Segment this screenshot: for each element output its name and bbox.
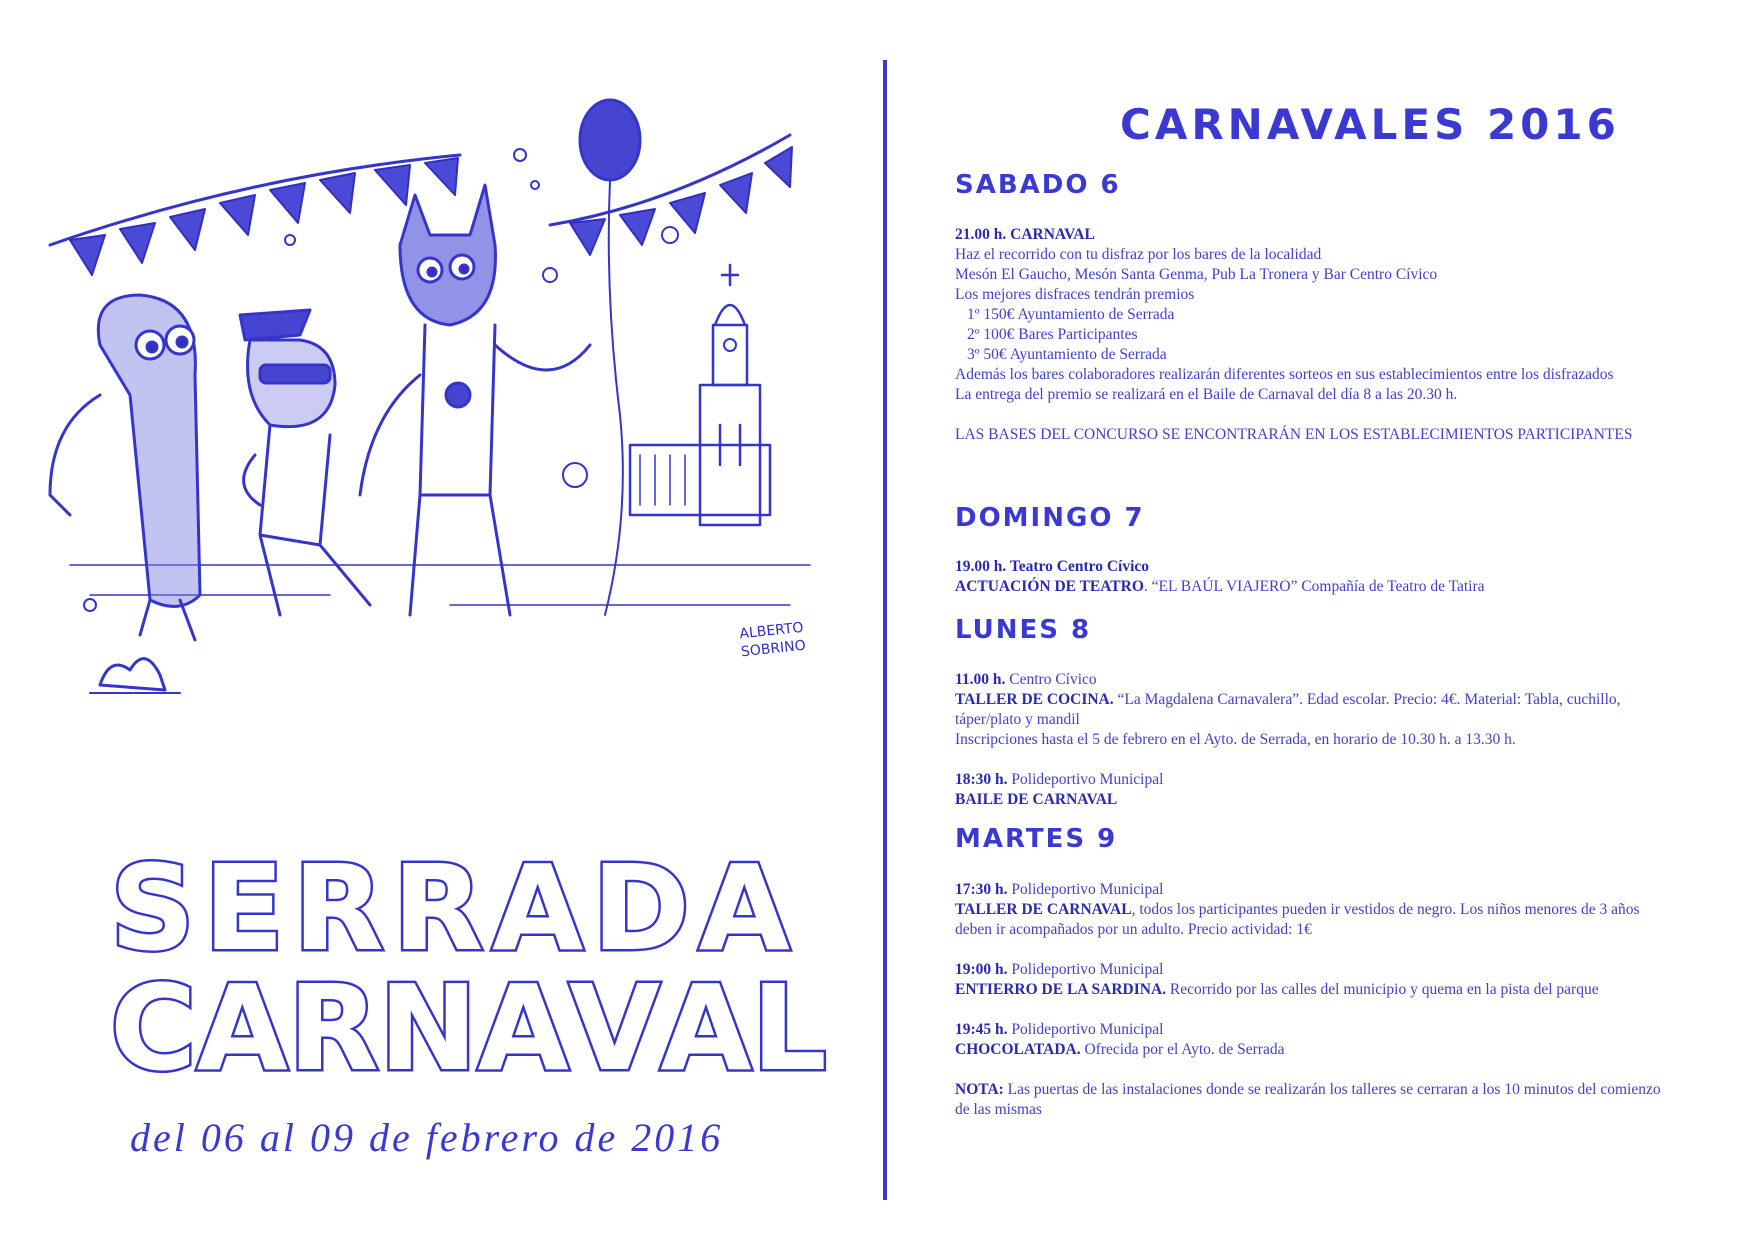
- martes-nota-label: NOTA:: [955, 1081, 1004, 1098]
- sabado-line3: Los mejores disfraces tendrán premios: [955, 286, 1195, 303]
- martes-nota: Las puertas de las instalaciones donde se realizarán los talleres se cerraran a los 10 minutos del comienzo de las mismas: [955, 1081, 1661, 1118]
- sabado-line2: Mesón El Gaucho, Mesón Santa Genma, Pub La Tronera y Bar Centro Cívico: [955, 266, 1438, 283]
- bubble-letter: A: [477, 959, 569, 1097]
- lunes-block: [955, 670, 1675, 810]
- martes-event1: TALLER DE CARNAVAL: [955, 901, 1132, 918]
- sabado-bases: LAS BASES DEL CONCURSO SE ENCONTRARÁN EN LOS ESTABLECIMIENTOS PARTICIPANTES: [955, 426, 1633, 443]
- sabado-line1: Haz el recorrido con tu disfraz por los bares de la localidad: [955, 246, 1322, 263]
- day-heading-sabado: SABADO 6: [955, 170, 1121, 200]
- martes-desc2: Recorrido por las calles del municipio y quema en la pista del parque: [1166, 981, 1599, 998]
- column-divider: [883, 60, 887, 1200]
- artist-signature: ALBERTO SOBRINO: [738, 619, 807, 661]
- poster-dates: del 06 al 09 de febrero de 2016: [130, 1115, 724, 1160]
- domingo-time: 19.00 h. Teatro Centro Cívico: [955, 558, 1150, 575]
- martes-time1: 17:30 h.: [955, 881, 1008, 898]
- domingo-block: [955, 557, 1675, 597]
- martes-block: [955, 880, 1675, 1120]
- bubble-letter: A: [196, 959, 288, 1097]
- bubble-letter: E: [203, 839, 285, 977]
- day-heading-martes: MARTES 9: [955, 824, 1118, 854]
- sabado-prize3: 3º 50€ Ayuntamiento de Serrada: [967, 346, 1167, 363]
- poster-title-line2: [110, 959, 827, 1097]
- sabado-block: [955, 225, 1675, 445]
- bubble-letter: R: [292, 839, 384, 977]
- martes-place3: Polideportivo Municipal: [1007, 1021, 1164, 1038]
- domingo-event: ACTUACIÓN DE TEATRO: [955, 578, 1144, 595]
- lunes-desc1: “La Magdalena Carnavalera”. Edad escolar. Precio: 4€. Material: Tabla, cuchillo, táper/plato y mandil: [955, 691, 1621, 728]
- carnival-illustration: [30, 95, 830, 795]
- bubble-letter: C: [110, 959, 197, 1097]
- martes-event2: ENTIERRO DE LA SARDINA.: [955, 981, 1167, 998]
- martes-desc3: Ofrecida por el Ayto. de Serrada: [1080, 1041, 1285, 1058]
- sabado-line4: Además los bares colaboradores realizarán diferentes sorteos en sus establecimientos entre los disfrazados: [955, 366, 1614, 383]
- bubble-letter: A: [492, 839, 584, 977]
- martes-time3: 19:45 h.: [955, 1021, 1008, 1038]
- program-title: CARNAVALES 2016: [1120, 100, 1620, 149]
- lunes-event1: TALLER DE COCINA.: [955, 691, 1114, 708]
- poster-title-line1: [110, 839, 790, 977]
- bubble-letter: D: [592, 839, 690, 977]
- sabado-prize1: 1º 150€ Ayuntamiento de Serrada: [967, 306, 1175, 323]
- lunes-place1: Centro Cívico: [1005, 671, 1097, 688]
- lunes-place2: Polideportivo Municipal: [1007, 771, 1164, 788]
- day-heading-lunes: LUNES 8: [955, 615, 1092, 645]
- bubble-letter: R: [392, 839, 484, 977]
- martes-time2: 19:00 h.: [955, 961, 1008, 978]
- martes-event3: CHOCOLATADA.: [955, 1041, 1081, 1058]
- day-heading-domingo: DOMINGO 7: [955, 503, 1145, 533]
- martes-desc1: , todos los participantes pueden ir vestidos de negro. Los niños menores de 3 años deben ir acompañados por un adulto. Precio actividad: 1€: [955, 901, 1640, 938]
- bubble-letter: V: [568, 959, 661, 1097]
- bubble-letter: A: [698, 839, 790, 977]
- bubble-letter: R: [287, 959, 379, 1097]
- sabado-line5: La entrega del premio se realizará en el Baile de Carnaval del día 8 a las 20.30 h.: [955, 386, 1458, 403]
- bubble-letter: N: [378, 959, 478, 1097]
- bubble-letter: S: [110, 839, 195, 977]
- bubble-letter: A: [660, 959, 752, 1097]
- lunes-inscripciones: Inscripciones hasta el 5 de febrero en el Ayto. de Serrada, en horario de 10.30 h. a 13.30 h.: [955, 731, 1516, 748]
- lunes-event2: BAILE DE CARNAVAL: [955, 791, 1118, 808]
- martes-place1: Polideportivo Municipal: [1007, 881, 1164, 898]
- bubble-letter: L: [751, 959, 827, 1097]
- martes-place2: Polideportivo Municipal: [1007, 961, 1164, 978]
- lunes-time1: 11.00 h.: [955, 671, 1006, 688]
- sabado-time: 21.00 h. CARNAVAL: [955, 226, 1095, 243]
- sabado-prize2: 2º 100€ Bares Participantes: [967, 326, 1138, 343]
- domingo-desc: . “EL BAÚL VIAJERO” Compañía de Teatro de Tatira: [1143, 578, 1485, 595]
- lunes-time2: 18:30 h.: [955, 771, 1008, 788]
